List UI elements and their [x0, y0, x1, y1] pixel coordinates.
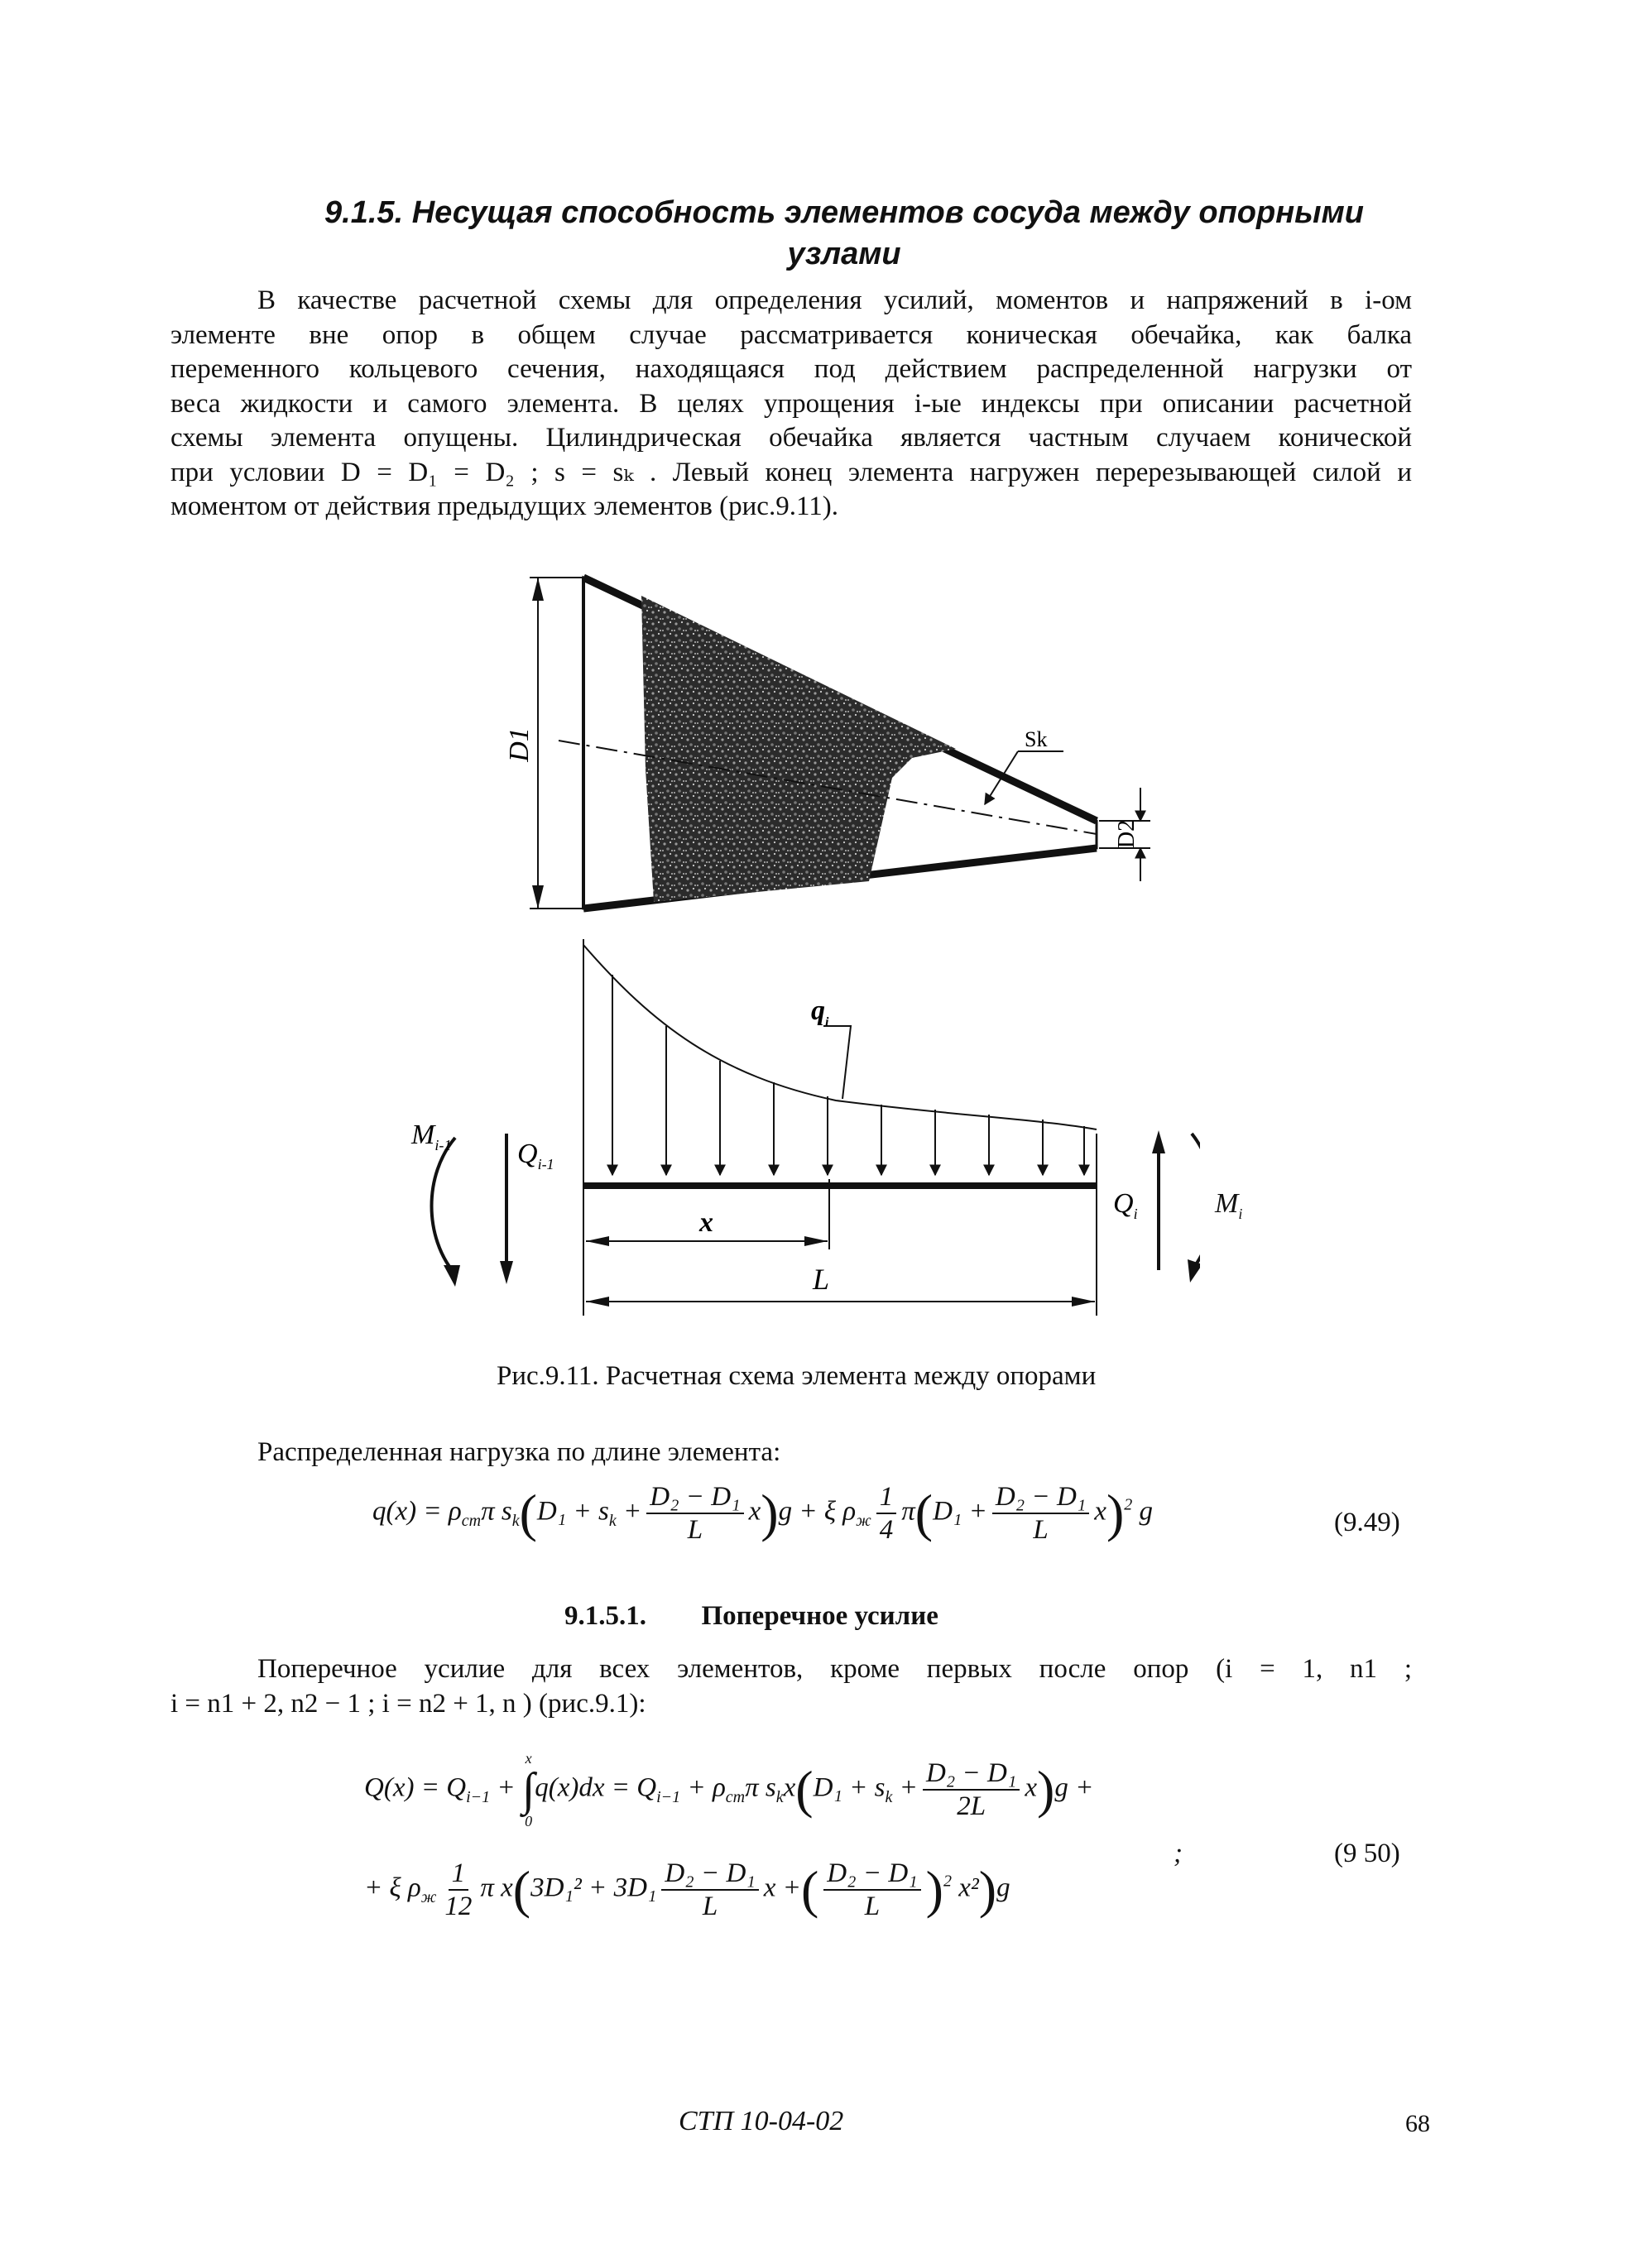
intro-line: моментом от действия предыдущих элементов (рис.9.11). [170, 491, 838, 521]
sk-label: Sk [1025, 727, 1048, 751]
section-number: 9.1.5. [324, 195, 404, 230]
q-right-label: $Q_i$ [1113, 1188, 1138, 1222]
left-end-loads [410, 1120, 554, 1287]
equation-9-50-line1: $Q(x) = Q_{i-1}$ + x ∫ 0 $q(x)dx = Q_{i-1} + \rho_{ст}\pi$ $s_kx(D_1 + s_k$ + $\frac{\text{D₂ − D₁}}{2L}$ x)g + [364, 1750, 1094, 1829]
d1-label: D1 [504, 727, 535, 762]
shear-intro-line: Поперечное усилие для всех элементов, кроме первых после опор (i = 1, n1 ; [257, 1654, 1412, 1684]
cone-shell [559, 578, 1097, 909]
equation-9-50-line2: + ξ $\rho_ж$ $\frac{1}{12}$ π x(3D₁² + 3D₁ $\frac{\text{D₂ − D₁}}{L}$ x +( $\frac{\text{D₂ − D₁}}{L}$ )$^2$ x²)g [364, 1858, 1010, 1921]
subsection-number: 9.1.5.1. [564, 1601, 646, 1631]
load-arrows [612, 975, 1084, 1175]
section-title-line2: узлами [787, 237, 901, 271]
equation-9-50-number: (9 50) [1334, 1839, 1400, 1868]
intro-line: В качестве расчетной схемы для определения усилий, моментов и напряжений в i-ом [257, 285, 1412, 315]
page-number: 68 [1405, 2110, 1430, 2137]
equation-9-50-semicolon: ; [1174, 1839, 1183, 1868]
x-label: x [699, 1207, 713, 1238]
load-diagram [583, 939, 1097, 1316]
subsection-title: Поперечное усилие [701, 1601, 938, 1631]
intro-line: схемы элемента опущены. Цилиндрическая обечайка является частным случаем конической [170, 423, 1412, 453]
section-title [248, 192, 1440, 275]
intro-line: переменного кольцевого сечения, находящаяся под действием распределенной нагрузки от [170, 354, 1412, 384]
subsection-heading [564, 1601, 938, 1632]
right-end-loads [1113, 1130, 1200, 1283]
intro-line: веса жидкости и самого элемента. В целях упрощения i-ые индексы при описании расчетной [170, 388, 1412, 419]
l-label: L [813, 1263, 830, 1296]
footer-doc-code: СТП 10-04-02 [679, 2106, 844, 2136]
section-title-line1: Несущая способность элементов сосуда между опорными [411, 195, 1364, 230]
load-intro: Распределенная нагрузка по длине элемента: [257, 1437, 781, 1467]
figure-9-11 [372, 563, 1200, 1332]
equation-9-49: $q(x) = \rho_{ст}\pi$ $s_k(D_1 + s_k$ + $\frac{\text{D₂ − D₁}}{L}$ x)g + ξ $\rho_ж$ $\frac{1}{4}$ π(D₁ + $\frac{\text{D₂ − D₁}}{L}$ x)$^2$ g [372, 1482, 1153, 1545]
intro-paragraph [170, 284, 1412, 525]
q-left-label: $Q_{i-1}$ [517, 1139, 554, 1172]
shear-intro [170, 1652, 1412, 1721]
d2-dimension [1099, 788, 1150, 881]
m-left-label: $M_{i-1}$ [411, 1120, 452, 1153]
figure-caption: Рис.9.11. Расчетная схема элемента между опорами [497, 1361, 1097, 1391]
intro-line: элементе вне опор в общем случае рассматривается коническая обечайка, как балка [170, 319, 1412, 350]
shear-intro-line: i = n1 + 2, n2 − 1 ; i = n2 + 1, n ) (рис.9.1): [170, 1688, 646, 1719]
q-label: $q_i$ [811, 995, 829, 1029]
x-dimension [583, 1179, 829, 1316]
l-dimension [586, 1263, 1095, 1307]
m-right-text: $M_i$ [1215, 1188, 1243, 1222]
d2-label: D2 [1114, 819, 1140, 849]
equation-9-49-number: (9.49) [1334, 1508, 1400, 1537]
intro-line: при условии D = D₁ = D₂ ; s = sₖ . Левый конец элемента нагружен перерезывающей силой и [170, 457, 1412, 487]
